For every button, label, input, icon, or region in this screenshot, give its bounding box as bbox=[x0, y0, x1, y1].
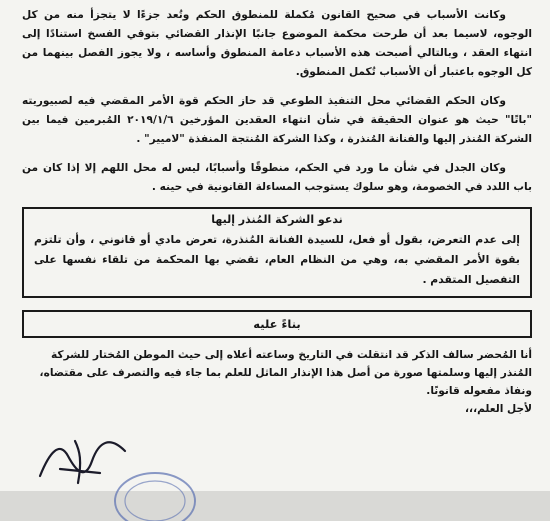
paragraph-ruling: وكان الحكم القضائي محل التنفيذ الطوعي قد حاز الحكم قوة الأمر المقضي فيه لصبيوريته "باتًا" حيث هو عنوان الحقيقة في شأن انتهاء العقدين المؤرخين ٢٠١٩/١/٦ المُبرمين فيما بين الشركة المُنذر إليها والفنانة المُنذرة ، وكذا الشركة المُنتجة المنفذة "لاميير" . bbox=[22, 95, 532, 145]
notice-body: إلى عدم التعرض، بقول أو فعل، للسيدة الفنانة المُنذرة، تعرض مادي أو قانوني ، وأن تلتزم بقوة الأمر المقضي به، وهي من النظام العام، تقضي بها المحكمة من تلقاء نفسها على التفصيل المتقدم . bbox=[34, 233, 520, 286]
closing-paragraph: أنا المُحضر سالف الذكر قد انتقلت في التاريخ وساعته أعلاه إلى حيث الموطن المُختار للشركة المُنذر إليها وسلمتها صورة من أصل هذا الإنذار الماثل للعلم بما جاء فيه والتصرف على مقتضاه، ونفاذ مفعوله قانونًا. bbox=[39, 349, 532, 397]
closing-line: لأجل العلم،،، bbox=[465, 403, 532, 415]
official-stamp-icon bbox=[110, 461, 200, 521]
notice-heading: ندعو الشركة المُنذر إليها bbox=[211, 213, 343, 226]
section-title-box bbox=[22, 310, 532, 338]
notice-box bbox=[22, 207, 532, 298]
paragraph-dispute: وكان الجدل في شأن ما ورد في الحكم، منطوقًا وأسبابًا، ليس له محل اللهم إلا إذا كان من باب اللدد في الخصومة، وهو سلوك يستوجب المساءلة القانونية في حينه . bbox=[22, 162, 532, 193]
paragraph-reasons: وكانت الأسباب في صحيح القانون مُكملة للمنطوق الحكم وتُعد جزءًا لا يتجزأ منه من كل الوجوه، لاسيما بعد أن طرحت محكمة الموضوع جانبًا الإنذار القضائي بتوقي الفسخ استنادًا إلى انتهاء العقد ، وبالتالي أصبحت هذه الأسباب دعامة المنطوق وأساسه ، ولا يجوز الفصل بينهما من كل الوجوه باعتبار أن الأسباب تُكمل المنطوق. bbox=[22, 9, 532, 78]
section-title: بناءً عليه bbox=[253, 317, 301, 331]
